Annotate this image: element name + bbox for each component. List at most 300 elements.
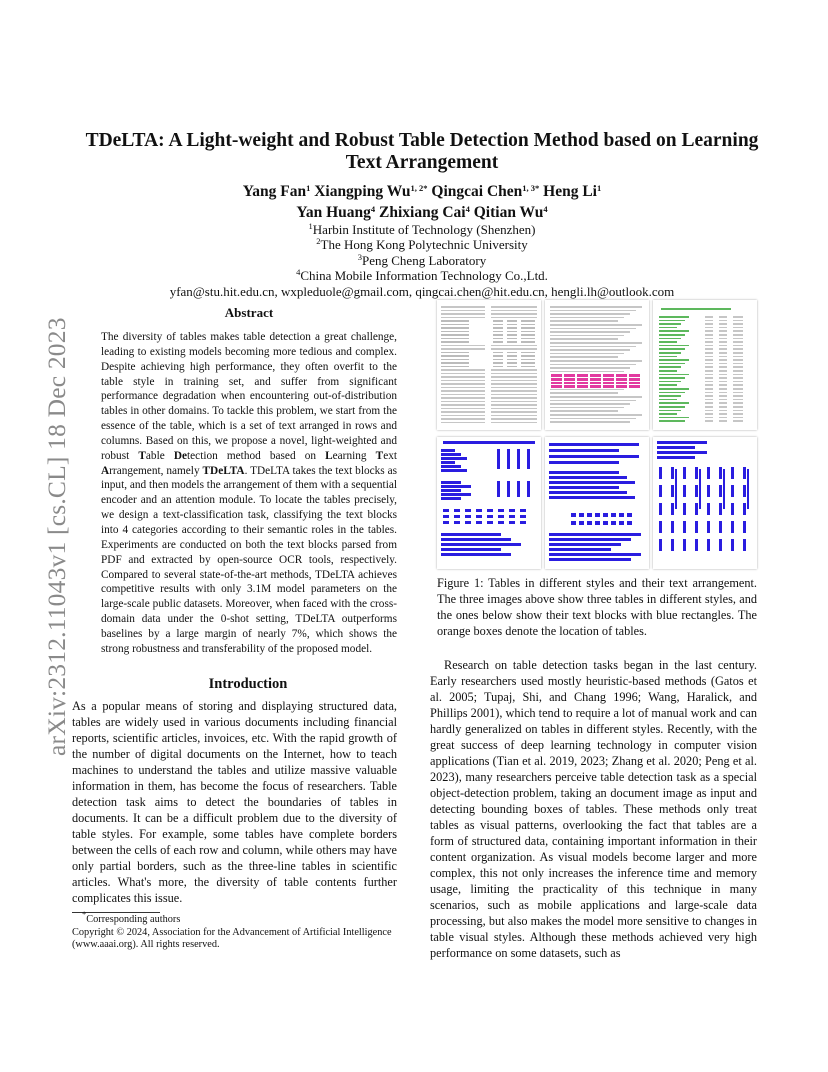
text-line bbox=[550, 338, 618, 340]
table-cell bbox=[577, 374, 588, 377]
text-block bbox=[747, 469, 749, 509]
text-line bbox=[493, 327, 503, 329]
text-line bbox=[550, 349, 630, 351]
text-line bbox=[550, 367, 630, 369]
table-cell bbox=[551, 385, 562, 388]
author: Qitian Wu bbox=[473, 204, 544, 221]
text-line bbox=[550, 407, 624, 409]
text-line bbox=[521, 324, 535, 326]
abstract-text: . TDeLTA takes the text blocks as input, and then models the arrangement of them with a sequential encoder and an attention module. To locate the tables precisely, we design a text-classification task, classifying the text blocks into 4 categories according to their semantic roles in the tables. Experiments are conducted on both the text blocks parsed from PDF and extracted by open-source OCR tools, respectively. Compared to several state-of-the-art methods, TDeLTA achieves competitive results with only 3.1M model parameters on the large-scale public datasets. Moreover, when faced with the cross-domain data under the 0-shot setting, TDeLTA outperforms baselines by a large margin of nearly 7%, which shows the strong robustness and transferability of the proposed model. bbox=[101, 464, 397, 655]
affiliation bbox=[72, 237, 772, 252]
text-line bbox=[521, 341, 535, 343]
text-line bbox=[493, 341, 503, 343]
text-block bbox=[671, 521, 674, 533]
text-line bbox=[491, 418, 537, 420]
table-cell bbox=[564, 385, 575, 388]
text-line bbox=[521, 355, 535, 357]
text-block bbox=[549, 553, 641, 556]
text-line bbox=[491, 415, 537, 417]
footnote-text: Corresponding authors bbox=[86, 914, 181, 925]
text-line bbox=[507, 362, 517, 364]
text-line bbox=[441, 327, 469, 329]
text-block bbox=[719, 467, 722, 479]
text-line bbox=[550, 400, 636, 402]
footnote-corresponding bbox=[72, 909, 397, 927]
affiliation-sup: 1 bbox=[308, 221, 313, 231]
text-block bbox=[549, 538, 631, 541]
affiliation-text: Peng Cheng Laboratory bbox=[362, 252, 487, 268]
text-block bbox=[454, 515, 460, 518]
text-block bbox=[454, 521, 460, 524]
text-line bbox=[550, 371, 624, 373]
text-line bbox=[550, 389, 624, 391]
text-line bbox=[491, 345, 537, 347]
text-line bbox=[441, 411, 485, 413]
abstract-body bbox=[101, 330, 397, 657]
figure-page-bottom-1 bbox=[437, 437, 541, 569]
text-block bbox=[587, 521, 592, 525]
text-block bbox=[683, 485, 686, 497]
text-block bbox=[657, 441, 707, 444]
text-line bbox=[441, 355, 469, 357]
table-cell bbox=[590, 382, 601, 385]
figure-caption: Figure 1: Tables in different styles and their text arrangement. The three images above show three tables in different styles, and the ones below show their text blocks with blue rectangles. The orange boxes denote the location of tables. bbox=[437, 576, 757, 638]
text-block bbox=[695, 467, 698, 479]
affiliation bbox=[72, 222, 772, 237]
table-cell bbox=[590, 378, 601, 381]
text-block bbox=[549, 491, 627, 494]
table-cell bbox=[603, 382, 614, 385]
text-line bbox=[441, 320, 469, 322]
text-line bbox=[550, 306, 642, 308]
text-line bbox=[441, 331, 469, 333]
text-line bbox=[493, 338, 503, 340]
text-block bbox=[627, 513, 632, 517]
text-block bbox=[699, 469, 701, 509]
text-block bbox=[441, 453, 461, 456]
text-block bbox=[443, 509, 449, 512]
table-cell bbox=[629, 374, 640, 377]
text-block bbox=[549, 443, 639, 446]
table-cell bbox=[616, 378, 627, 381]
arxiv-stamp bbox=[22, 286, 71, 756]
text-block bbox=[743, 539, 746, 551]
text-block bbox=[657, 451, 707, 454]
text-block bbox=[443, 515, 449, 518]
text-line bbox=[441, 390, 485, 392]
author-line-1 bbox=[72, 181, 772, 202]
text-block bbox=[659, 539, 662, 551]
text-block bbox=[520, 509, 526, 512]
email-list: yfan@stu.hit.edu.cn, wxpleduole@gmail.com, qingcai.chen@hit.edu.cn, hengli.lh@outlook.com bbox=[169, 283, 675, 299]
text-line bbox=[491, 408, 537, 410]
author: Xiangping Wu bbox=[314, 183, 411, 200]
text-block bbox=[441, 449, 455, 452]
text-line bbox=[491, 376, 537, 378]
figure-page-bottom-2 bbox=[545, 437, 649, 569]
text-block bbox=[657, 446, 695, 449]
text-line bbox=[441, 306, 485, 308]
text-block bbox=[731, 503, 734, 515]
text-line bbox=[491, 380, 537, 382]
abstract-bold: L bbox=[325, 449, 333, 462]
text-block bbox=[465, 509, 471, 512]
text-block bbox=[659, 503, 662, 515]
text-block bbox=[723, 469, 725, 509]
text-block bbox=[509, 521, 515, 524]
text-block bbox=[527, 481, 530, 497]
text-line bbox=[550, 335, 624, 337]
text-line bbox=[441, 401, 485, 403]
text-block bbox=[487, 515, 493, 518]
text-line bbox=[550, 317, 624, 319]
text-line bbox=[550, 324, 642, 326]
text-block bbox=[549, 496, 635, 499]
text-block bbox=[743, 503, 746, 515]
author-sup: 4 bbox=[370, 204, 376, 214]
text-line bbox=[441, 418, 485, 420]
text-line bbox=[491, 317, 537, 319]
text-line bbox=[491, 313, 537, 315]
text-block bbox=[683, 521, 686, 533]
text-block bbox=[743, 485, 746, 497]
text-block bbox=[707, 485, 710, 497]
author: Qingcai Chen bbox=[431, 183, 523, 200]
text-block bbox=[579, 521, 584, 525]
text-block bbox=[707, 503, 710, 515]
text-block bbox=[441, 465, 461, 468]
text-block bbox=[619, 521, 624, 525]
table-cell bbox=[616, 385, 627, 388]
footnote-copyright: Copyright © 2024, Association for the Advancement of Artificial Intelligence (www.aaai.org). All rights reserved. bbox=[72, 926, 392, 951]
text-line bbox=[507, 341, 517, 343]
abstract-text: able bbox=[145, 449, 174, 462]
text-block bbox=[476, 509, 482, 512]
text-block bbox=[743, 467, 746, 479]
text-block bbox=[498, 515, 504, 518]
text-line bbox=[550, 410, 618, 412]
text-line bbox=[507, 359, 517, 361]
affiliation bbox=[72, 253, 772, 268]
paper-title: TDeLTA: A Light-weight and Robust Table Detection Method based on Learning Text Arrangement bbox=[85, 130, 759, 173]
text-block bbox=[549, 461, 619, 464]
text-line bbox=[507, 338, 517, 340]
text-block bbox=[549, 543, 621, 546]
text-line bbox=[493, 331, 503, 333]
text-block bbox=[441, 493, 471, 496]
text-block bbox=[675, 469, 677, 509]
text-block bbox=[549, 471, 619, 474]
abstract-text: rrangement, namely bbox=[109, 464, 203, 477]
abstract-text: The diversity of tables makes table detection a great challenge, leading to existing models becoming more tedious and complex. Despite achieving high performance, they often overfit to the table style in training set, and suffer from significant performance degradation when encountering out-of-distribution tables in other domains. To tackle this problem, we start from the essence of the table, which is a set of text arranged in rows and columns. Based on this, we propose a novel, light-weighted and robust bbox=[101, 331, 397, 462]
text-block bbox=[683, 539, 686, 551]
text-line bbox=[441, 341, 469, 343]
text-block bbox=[571, 521, 576, 525]
text-block bbox=[731, 485, 734, 497]
text-line bbox=[507, 366, 517, 368]
text-block bbox=[549, 558, 631, 561]
text-block bbox=[659, 467, 662, 479]
author-sup: 1, 2* bbox=[410, 183, 428, 193]
text-line bbox=[521, 320, 535, 322]
model-name: TDeLTA bbox=[202, 464, 245, 477]
text-line bbox=[493, 355, 503, 357]
abstract-text: tection method based on bbox=[187, 449, 326, 462]
text-block bbox=[520, 521, 526, 524]
text-line bbox=[441, 348, 485, 350]
text-line bbox=[550, 353, 624, 355]
abstract-text: earning bbox=[332, 449, 376, 462]
table-cell bbox=[577, 385, 588, 388]
text-line bbox=[441, 376, 485, 378]
table-cell bbox=[629, 382, 640, 385]
text-block bbox=[465, 515, 471, 518]
text-block bbox=[527, 449, 530, 469]
text-block bbox=[497, 481, 500, 497]
text-block bbox=[579, 513, 584, 517]
table-box bbox=[655, 314, 755, 426]
table-cell bbox=[616, 374, 627, 377]
author: Heng Li bbox=[543, 183, 597, 200]
text-line bbox=[507, 331, 517, 333]
text-block bbox=[719, 485, 722, 497]
text-line bbox=[521, 362, 535, 364]
text-block bbox=[441, 497, 461, 500]
text-line bbox=[507, 352, 517, 354]
author: Zhixiang Cai bbox=[379, 204, 466, 221]
text-block bbox=[603, 521, 608, 525]
text-block bbox=[695, 485, 698, 497]
text-block bbox=[731, 539, 734, 551]
text-block bbox=[441, 538, 511, 541]
text-block bbox=[441, 553, 511, 556]
table-cell bbox=[629, 385, 640, 388]
text-block bbox=[731, 521, 734, 533]
text-block bbox=[719, 521, 722, 533]
text-block bbox=[587, 513, 592, 517]
text-line bbox=[550, 342, 642, 344]
text-block bbox=[671, 539, 674, 551]
text-line bbox=[550, 313, 630, 315]
text-block bbox=[454, 509, 460, 512]
text-block bbox=[619, 513, 624, 517]
text-line bbox=[507, 320, 517, 322]
text-line bbox=[491, 404, 537, 406]
affiliation-sup: 3 bbox=[357, 251, 363, 262]
paragraph: Research on table detection tasks began in the last century. Early researchers used mostly heuristic-based methods (Gatos et al. 2005; Tupaj, Shi, and Chang 1996; Wang, Haralick, and Phillips 2001), which tend to require a lot of manual work and can hardly generalized on tables in different styles. Recently, with the great success of deep learning technology in computer vision applications (Tian et al. 2019, 2023; Zhang et al. 2020; Peng et al. 2023), many researchers perceive table detection task as a special object-detection problem, taking an document image as input and detecting bounding boxes of tables. These methods only treat tables as visual patterns, overlooking the fact that tables are a form of structured data, containing important information in their content organization. As visual models become larger and more complex, this not only increases the inference time and memory usage, limiting the practicality of this technique in many scenarios, such as mobile applications and large-scale data processing, but also makes the model more sensitive to changes in table visual styles. Although these methods achieved very high performance on some datasets, such as bbox=[430, 658, 757, 960]
text-block bbox=[743, 521, 746, 533]
table-cell bbox=[590, 374, 601, 377]
text-block bbox=[695, 503, 698, 515]
text-block bbox=[441, 485, 471, 488]
text-block bbox=[707, 539, 710, 551]
text-line bbox=[491, 397, 537, 399]
table-cell bbox=[551, 378, 562, 381]
text-block bbox=[571, 513, 576, 517]
text-line bbox=[550, 392, 618, 394]
text-line bbox=[441, 345, 485, 347]
text-block bbox=[549, 486, 619, 489]
text-line bbox=[491, 369, 537, 371]
text-block bbox=[671, 503, 674, 515]
text-line bbox=[441, 383, 485, 385]
text-block bbox=[549, 455, 639, 458]
abstract-bold: De bbox=[173, 449, 188, 462]
text-line bbox=[493, 359, 503, 361]
text-line bbox=[550, 396, 642, 398]
affiliation-text: China Mobile Information Technology Co.,Ltd. bbox=[300, 268, 548, 284]
table-cell bbox=[629, 378, 640, 381]
text-block bbox=[441, 489, 461, 492]
text-line bbox=[550, 310, 636, 312]
text-line bbox=[441, 387, 485, 389]
text-line bbox=[550, 346, 636, 348]
text-block bbox=[443, 521, 449, 524]
author-line-2 bbox=[72, 202, 772, 223]
text-line bbox=[491, 383, 537, 385]
text-line bbox=[507, 334, 517, 336]
text-block bbox=[657, 456, 695, 459]
text-block bbox=[549, 533, 641, 536]
arxiv-identifier: arXiv:2312.11043v1 [cs.CL] 18 Dec 2023 bbox=[42, 317, 71, 756]
table-cell bbox=[551, 374, 562, 377]
text-block bbox=[549, 481, 635, 484]
text-line bbox=[491, 422, 537, 424]
text-block bbox=[507, 449, 510, 469]
text-block bbox=[695, 539, 698, 551]
footnote bbox=[72, 909, 397, 952]
text-line bbox=[521, 327, 535, 329]
text-line bbox=[441, 366, 469, 368]
affiliations bbox=[72, 222, 772, 299]
text-block bbox=[509, 509, 515, 512]
text-line bbox=[507, 327, 517, 329]
table-cell bbox=[603, 385, 614, 388]
text-block bbox=[465, 521, 471, 524]
text-line bbox=[441, 334, 469, 336]
text-block bbox=[487, 521, 493, 524]
abstract-bold: A bbox=[101, 464, 110, 477]
text-line bbox=[491, 310, 537, 312]
text-line bbox=[441, 324, 469, 326]
text-line bbox=[550, 356, 618, 358]
text-line bbox=[550, 421, 630, 423]
author-sup: 1 bbox=[306, 183, 311, 193]
text-block bbox=[476, 515, 482, 518]
figure-page-top-2 bbox=[545, 300, 649, 430]
table-cell bbox=[603, 374, 614, 377]
text-block bbox=[476, 521, 482, 524]
text-line bbox=[521, 359, 535, 361]
table-cell bbox=[564, 378, 575, 381]
text-line bbox=[441, 359, 469, 361]
text-line bbox=[491, 394, 537, 396]
text-line bbox=[521, 352, 535, 354]
text-line bbox=[493, 324, 503, 326]
table-cell bbox=[577, 382, 588, 385]
text-block bbox=[487, 509, 493, 512]
text-block bbox=[517, 449, 520, 469]
table-cell bbox=[616, 382, 627, 385]
text-block bbox=[683, 503, 686, 515]
text-line bbox=[521, 331, 535, 333]
abstract-text: ext bbox=[383, 449, 397, 462]
text-line bbox=[507, 355, 517, 357]
text-line bbox=[493, 366, 503, 368]
text-line bbox=[441, 317, 485, 319]
figure-page-top-1 bbox=[437, 300, 541, 430]
text-line bbox=[521, 366, 535, 368]
table-cell bbox=[603, 378, 614, 381]
text-block bbox=[549, 548, 611, 551]
text-block bbox=[595, 513, 600, 517]
text-block bbox=[719, 539, 722, 551]
abstract-bold: T bbox=[138, 449, 146, 462]
text-line bbox=[550, 320, 618, 322]
text-line bbox=[550, 364, 636, 366]
introduction-heading: Introduction bbox=[208, 676, 288, 692]
table-cell bbox=[551, 382, 562, 385]
text-line bbox=[550, 328, 636, 330]
table-cell bbox=[590, 385, 601, 388]
author-sup: 4 bbox=[543, 204, 548, 214]
text-line bbox=[491, 348, 537, 350]
text-block bbox=[659, 521, 662, 533]
table-cell bbox=[564, 374, 575, 377]
author-sup: 1 bbox=[596, 183, 602, 193]
text-block bbox=[441, 548, 501, 551]
text-line bbox=[550, 360, 642, 362]
author-sup: 4 bbox=[465, 204, 470, 214]
text-line bbox=[550, 414, 642, 416]
text-line bbox=[441, 338, 469, 340]
text-line bbox=[521, 334, 535, 336]
author-sup: 1, 3* bbox=[522, 183, 540, 193]
text-line bbox=[491, 306, 537, 308]
text-line bbox=[491, 387, 537, 389]
text-line bbox=[441, 369, 485, 371]
footnote-mark: * bbox=[82, 909, 87, 919]
table-cell bbox=[577, 378, 588, 381]
author: Yan Huang bbox=[296, 204, 371, 221]
figure-page-bottom-3 bbox=[653, 437, 757, 569]
text-line bbox=[493, 334, 503, 336]
text-line bbox=[441, 373, 485, 375]
text-block bbox=[441, 457, 467, 460]
text-line bbox=[493, 362, 503, 364]
text-block bbox=[683, 467, 686, 479]
text-line bbox=[441, 394, 485, 396]
affiliation-text: The Hong Kong Polytechnic University bbox=[320, 237, 528, 253]
text-line bbox=[493, 320, 503, 322]
text-block bbox=[549, 449, 619, 452]
table-header bbox=[661, 308, 731, 310]
figure-page-top-3 bbox=[653, 300, 757, 430]
text-block bbox=[443, 441, 535, 444]
abstract-heading: Abstract bbox=[224, 305, 274, 320]
text-block bbox=[659, 485, 662, 497]
text-block bbox=[627, 521, 632, 525]
author-list bbox=[72, 181, 772, 223]
text-block bbox=[441, 461, 455, 464]
text-line bbox=[441, 310, 485, 312]
text-block bbox=[498, 521, 504, 524]
abstract-bold: T bbox=[375, 449, 384, 462]
text-block bbox=[441, 533, 501, 536]
text-line bbox=[491, 373, 537, 375]
affiliation-sup: 4 bbox=[296, 267, 301, 278]
table-cell bbox=[564, 382, 575, 385]
